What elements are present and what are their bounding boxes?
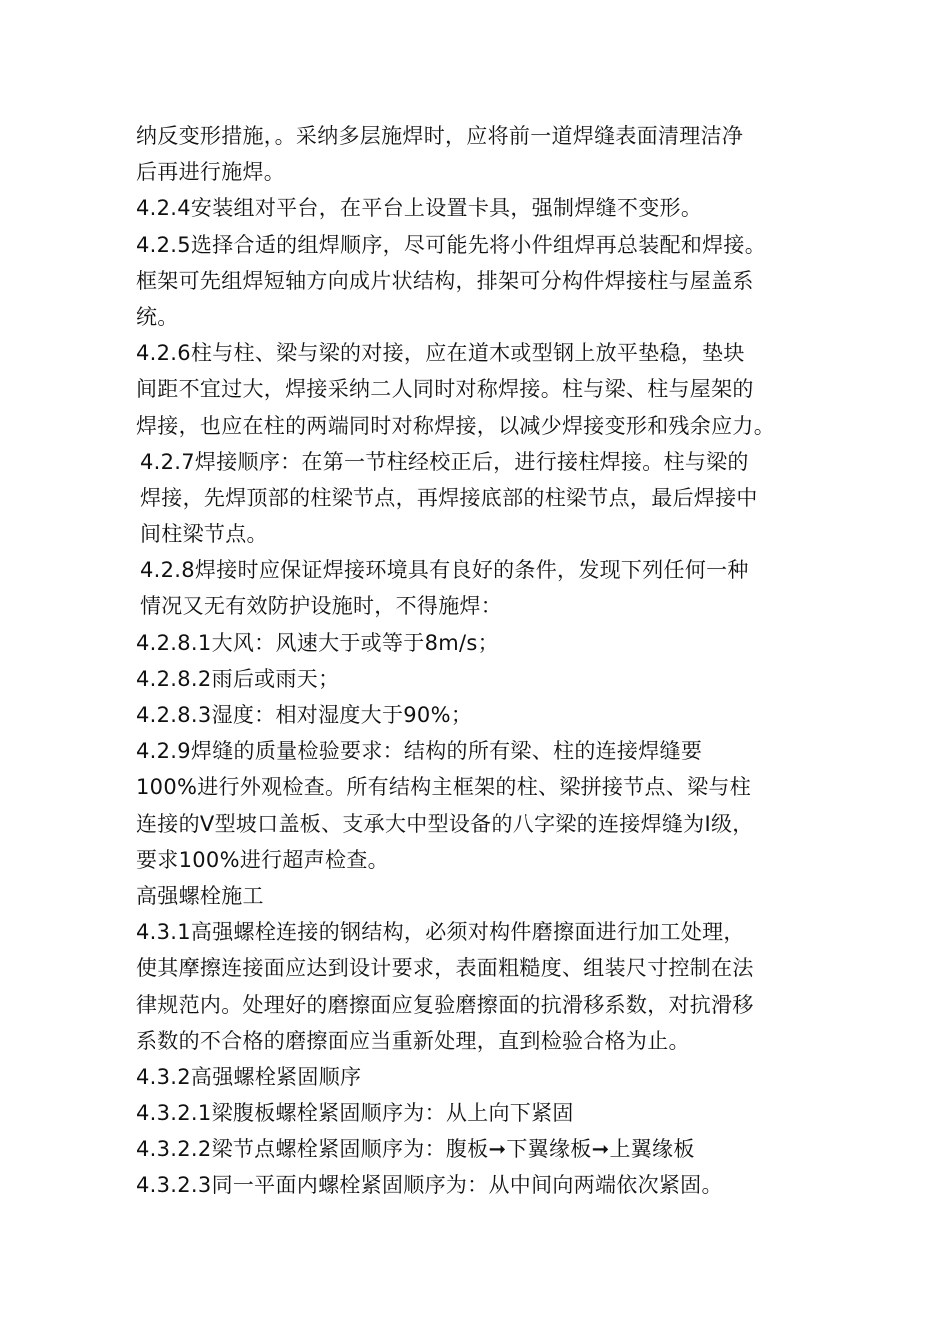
text-line-6: 统。 bbox=[136, 304, 179, 329]
text-line-20: 连接的V型坡口盖板、支承大中型设备的八字梁的连接焊缝为Ⅰ级， bbox=[136, 811, 754, 836]
text-line-17: 4.2.8.3湿度：相对湿度大于90%； bbox=[136, 703, 473, 727]
text-line-8: 间距不宜过大，焊接采纳二人同时对称焊接。柱与梁、柱与屋架的 bbox=[136, 377, 754, 402]
text-line-23: 4.3.1高强螺栓连接的钢结构，必须对构件磨擦面进行加工处理， bbox=[136, 920, 745, 945]
text-line-13: 4.2.8焊接时应保证焊接环境具有良好的条件，发现下列任何一种 bbox=[140, 558, 749, 583]
text-line-21: 要求100%进行超声检查。 bbox=[136, 847, 389, 872]
section-heading: 高强螺栓施工 bbox=[136, 883, 264, 908]
text-line-4: 4.2.5选择合适的组焊顺序，尽可能先将小件组焊再总装配和焊接。 bbox=[136, 232, 767, 257]
text-line-26: 系数的不合格的磨擦面应当重新处理，直到检验合格为止。 bbox=[136, 1028, 690, 1053]
text-line-5: 框架可先组焊短轴方向成片状结构，排架可分构件焊接柱与屋盖系 bbox=[136, 268, 754, 293]
text-line-18: 4.2.9焊缝的质量检验要求：结构的所有梁、柱的连接焊缝要 bbox=[136, 739, 703, 764]
text-line-30: 4.3.2.3同一平面内螺栓紧固顺序为：从中间向两端依次紧固。 bbox=[136, 1173, 723, 1198]
text-line-15: 4.2.8.1大风：风速大于或等于8m/s； bbox=[136, 630, 499, 655]
text-line-9: 焊接，也应在柱的两端同时对称焊接，以减少焊接变形和残余应力。 bbox=[136, 413, 775, 438]
text-line-14: 情况又无有效防护设施时，不得施焊： bbox=[140, 594, 503, 619]
text-line-28: 4.3.2.1梁腹板螺栓紧固顺序为：从上向下紧固 bbox=[136, 1101, 574, 1126]
text-line-11: 焊接，先焊顶部的柱梁节点，再焊接底部的柱梁节点，最后焊接中 bbox=[140, 485, 758, 510]
document-body bbox=[136, 118, 856, 1204]
text-line-29: 4.3.2.2梁节点螺栓紧固顺序为：腹板➞下翼缘板➞上翼缘板 bbox=[136, 1137, 695, 1162]
text-line-7: 4.2.6柱与柱、梁与梁的对接，应在道木或型钢上放平垫稳，垫块 bbox=[136, 341, 745, 366]
text-line-24: 使其摩擦连接面应达到设计要求，表面粗糙度、组装尺寸控制在法 bbox=[136, 956, 754, 981]
text-line-12: 间柱梁节点。 bbox=[140, 522, 268, 547]
text-line-19: 100%进行外观检查。所有结构主框架的柱、梁拼接节点、梁与柱 bbox=[136, 775, 752, 800]
text-line-2: 后再进行施焊。 bbox=[136, 160, 286, 185]
text-line-1: 纳反变形措施，。采纳多层施焊时，应将前一道焊缝表面清理洁净 bbox=[136, 124, 744, 148]
text-line-16: 4.2.8.2雨后或雨天； bbox=[136, 666, 340, 691]
text-line-10: 4.2.7焊接顺序：在第一节柱经校正后，进行接柱焊接。柱与梁的 bbox=[140, 449, 749, 474]
text-line-27: 4.3.2高强螺栓紧固顺序 bbox=[136, 1064, 362, 1089]
text-line-25: 律规范内。处理好的磨擦面应复验磨擦面的抗滑移系数，对抗滑移 bbox=[136, 992, 754, 1017]
text-line-3: 4.2.4安装组对平台，在平台上设置卡具，强制焊缝不变形。 bbox=[136, 196, 703, 221]
